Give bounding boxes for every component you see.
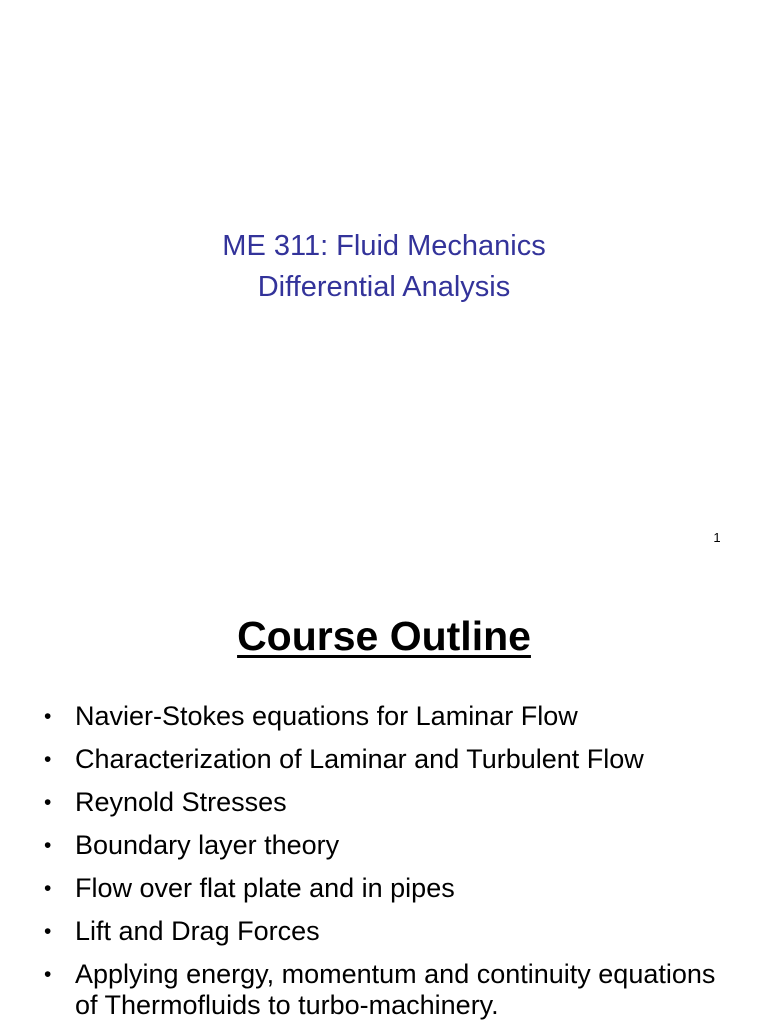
list-item-text: Reynold Stresses [75,787,287,817]
bullet-icon: • [44,920,52,943]
bullet-icon: • [44,963,52,986]
bullet-icon: • [44,748,52,771]
course-subtitle: Differential Analysis [257,271,511,303]
list-item [0,959,768,1021]
bullet-icon: • [44,705,52,728]
list-item-text: Boundary layer theory [75,830,340,860]
slide-course-outline [0,576,768,1024]
list-item [0,744,768,775]
list-item [0,787,768,818]
bullet-icon: • [44,791,52,814]
slide-title-block [0,226,768,308]
outline-list [0,701,768,1024]
bullet-icon: • [44,834,52,857]
outline-heading: Course Outline [237,613,531,659]
list-item [0,873,768,904]
page-number: 1 [713,530,721,545]
list-item [0,916,768,947]
list-item-text: Lift and Drag Forces [75,916,320,946]
list-item-text: Navier-Stokes equations for Laminar Flow [75,701,578,731]
list-item [0,701,768,732]
list-item [0,830,768,861]
list-item-text: Flow over flat plate and in pipes [75,873,455,903]
list-item-text: Applying energy, momentum and continuity equations of Thermofluids to turbo-machinery. [75,959,716,1020]
bullet-icon: • [44,877,52,900]
list-item-text: Characterization of Laminar and Turbulent Flow [75,744,644,774]
course-title: ME 311: Fluid Mechanics [222,230,546,262]
